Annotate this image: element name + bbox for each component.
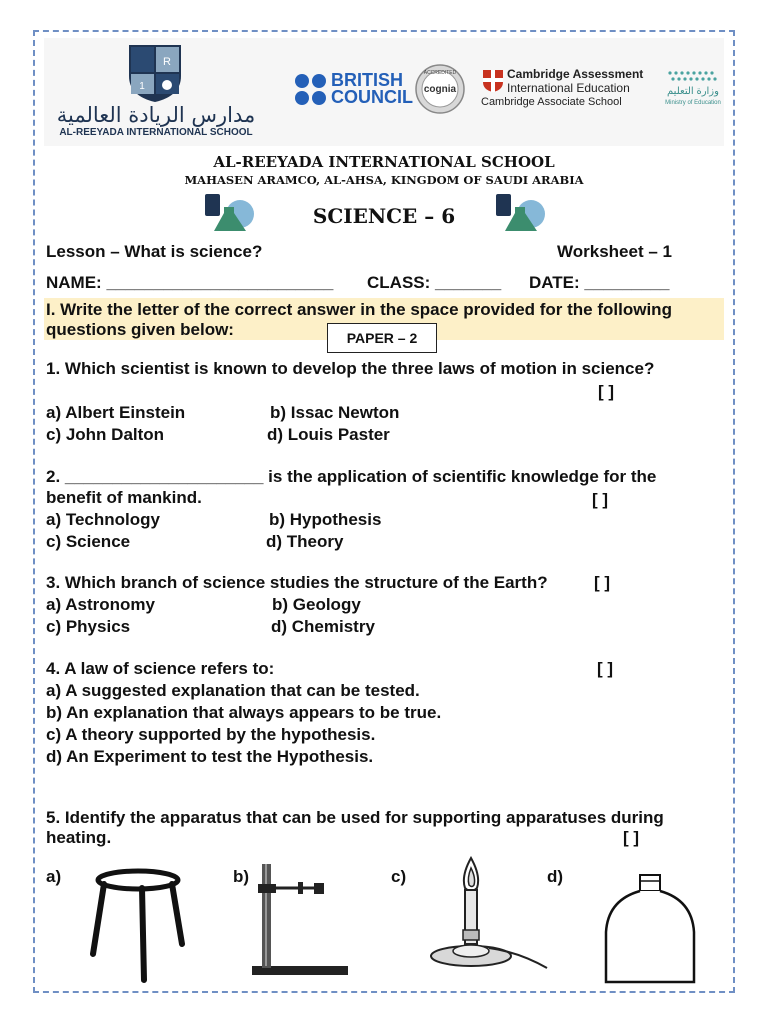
british-council-line1: BRITISH	[331, 70, 403, 90]
name-field[interactable]: NAME: ________________________	[46, 273, 334, 292]
q4-option-c: c) A theory supported by the hypothesis.	[46, 725, 376, 744]
q1-option-b: b) Issac Newton	[270, 403, 400, 422]
lesson-title: Lesson – What is science?	[46, 242, 263, 261]
date-field[interactable]: DATE: _________	[529, 273, 670, 292]
school-logo-english-name: AL-REEYADA INTERNATIONAL SCHOOL	[59, 127, 253, 138]
tripod-stand-image	[88, 866, 188, 986]
subject-title: SCIENCE – 6	[312, 204, 456, 228]
science-book-flask-icon-right	[495, 193, 547, 233]
q3-option-c: c) Physics	[46, 617, 131, 636]
british-council-line2: COUNCIL	[331, 87, 413, 107]
question-2-answer-box[interactable]: [ ]	[592, 490, 609, 509]
british-council-logo-icon	[294, 73, 330, 107]
question-2-line2: benefit of mankind.	[46, 488, 202, 507]
school-arabic-name: مدارس الريادة العالمية	[56, 103, 256, 127]
question-4-answer-box[interactable]: [ ]	[597, 659, 614, 678]
q4-option-d: d) An Experiment to test the Hypothesis.	[46, 747, 374, 766]
school-shield-logo	[126, 42, 184, 104]
cambridge-line2: International Education	[507, 81, 630, 95]
q3-option-a: a) Astronomy	[46, 595, 155, 614]
ministry-arabic-text: وزارة التعليم	[667, 86, 719, 97]
cambridge-line1: Cambridge Assessment	[507, 67, 644, 81]
q1-option-c: c) John Dalton	[46, 425, 165, 444]
q2-option-a: a) Technology	[46, 510, 160, 529]
cognia-text: cognia	[423, 84, 457, 95]
question-5-line1: 5. Identify the apparatus that can be used for supporting apparatuses during	[46, 808, 664, 827]
question-3-answer-box[interactable]: [ ]	[594, 573, 611, 592]
question-5-answer-box[interactable]: [ ]	[623, 828, 640, 847]
question-4-text: 4. A law of science refers to:	[46, 659, 275, 678]
instruction-line1: I. Write the letter of the correct answer in the space provided for the following	[46, 300, 672, 319]
school-title: AL-REEYADA INTERNATIONAL SCHOOL	[213, 153, 555, 171]
q2-option-c: c) Science	[46, 532, 131, 551]
q5-option-a: a)	[46, 867, 62, 886]
q1-option-a: a) Albert Einstein	[46, 403, 186, 422]
q5-option-c: c)	[391, 867, 407, 886]
question-2-line1: 2. _____________________ is the application of scientific knowledge for the	[46, 467, 657, 486]
bell-jar-image	[602, 872, 698, 986]
cambridge-associate-text: Cambridge Associate School	[481, 96, 622, 108]
ministry-english-text: Ministry of Education	[665, 100, 721, 106]
q1-option-d: d) Louis Paster	[267, 425, 390, 444]
question-5-line2: heating.	[46, 828, 112, 847]
q4-option-b: b) An explanation that always appears to be true.	[46, 703, 442, 722]
question-1-text: 1. Which scientist is known to develop the three laws of motion in science?	[46, 359, 655, 378]
school-address: MAHASEN ARAMCO, AL-AHSA, KINGDOM OF SAUDI ARABIA	[184, 173, 584, 187]
q3-option-d: d) Chemistry	[271, 617, 375, 636]
cambridge-text	[507, 67, 643, 95]
retort-stand-image	[250, 862, 354, 980]
q3-option-b: b) Geology	[272, 595, 361, 614]
ministry-dots-icon	[667, 70, 719, 84]
q5-option-b: b)	[233, 867, 250, 886]
q2-option-d: d) Theory	[266, 532, 344, 551]
shield-letter-1: 1	[139, 81, 145, 92]
cognia-accredited-badge	[413, 64, 467, 114]
question-3-text: 3. Which branch of science studies the structure of the Earth?	[46, 573, 548, 592]
question-1-answer-box[interactable]: [ ]	[598, 382, 615, 401]
q4-option-a: a) A suggested explanation that can be tested.	[46, 681, 420, 700]
q2-option-b: b) Hypothesis	[269, 510, 382, 529]
paper-label: PAPER – 2	[327, 323, 437, 353]
british-council-text	[331, 72, 413, 106]
cambridge-shield-icon	[482, 69, 504, 93]
cognia-ring-text: ACCREDITED	[423, 70, 457, 76]
shield-letter-r: R	[163, 56, 171, 68]
worksheet-number: Worksheet – 1	[557, 242, 672, 261]
q5-option-d: d)	[547, 867, 564, 886]
bunsen-burner-image	[423, 856, 549, 976]
instruction-line2: questions given below:	[46, 320, 234, 339]
class-field[interactable]: CLASS: _______	[367, 273, 502, 292]
